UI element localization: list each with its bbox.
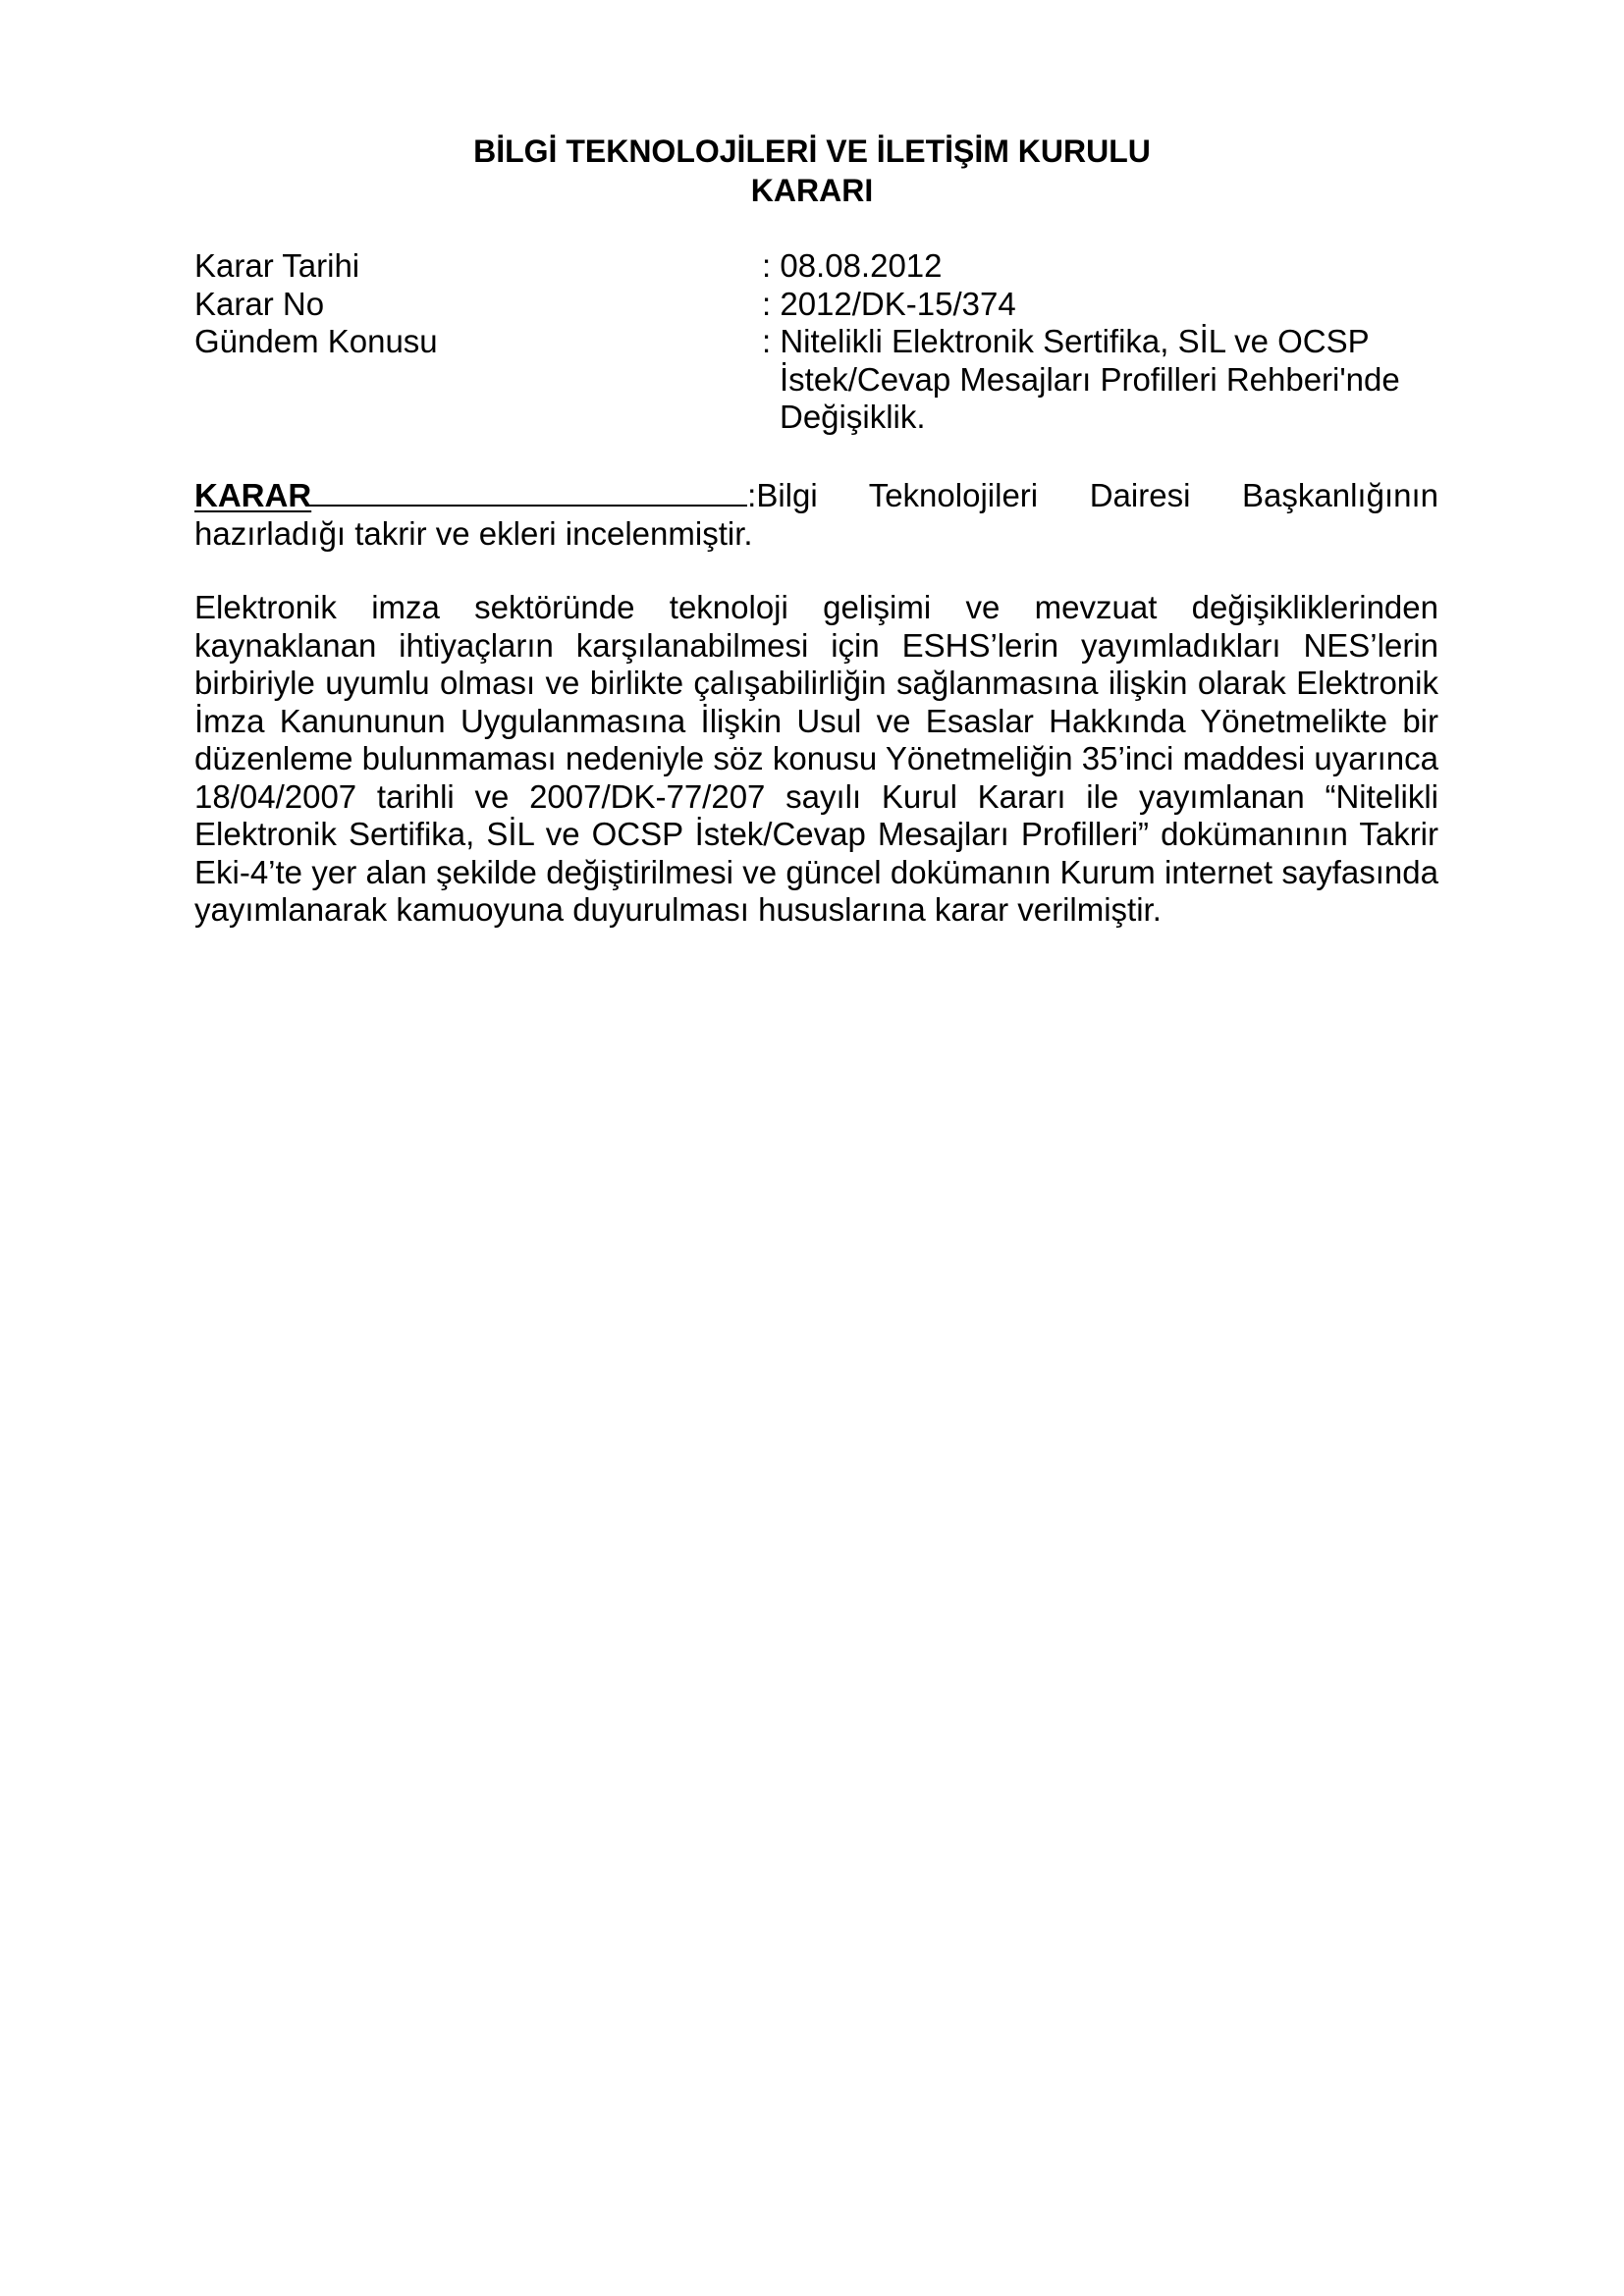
- decision-heading: KARAR: [194, 477, 312, 513]
- decision-statement: [194, 475, 1438, 553]
- title-line-1: BİLGİ TEKNOLOJİLERİ VE İLETİŞİM KURULU: [473, 133, 1151, 169]
- decision-body-paragraph: Elektronik imza sektöründe teknoloji gelişimi ve mevzuat değişikliklerinden kaynaklanan ihtiyaçların karşılanabilmesi için ESHS’lerin yayımladıkları NES’lerin birbiriyle uyumlu olması ve birlikte çalışabilirliğin sağlanmasına ilişkin olarak Elektronik İmza Kanununun Uygulanmasına İlişkin Usul ve Esaslar Hakkında Yönetmelikte bir düzenleme bulunmaması nedeniyle söz konusu Yönetmeliğin 35’inci maddesi uyarınca 18/04/2007 tarihli ve 2007/DK-77/207 sayılı Kurul Kararı ile yayımlanan “Nitelikli Elektronik Sertifika, SİL ve OCSP İstek/Cevap Mesajları Profilleri” dokümanının Takrir Eki-4’te yer alan şekilde değiştirilmesi ve güncel dokümanın Kurum internet sayfasında yayımlanarak kamuoyuna duyurulması hususlarına karar verilmiştir.: [194, 589, 1438, 928]
- decision-text: :Bilgi Teknolojileri Dairesi Başkanlığının hazırladığı takrir ve ekleri incelenmiştir.: [194, 477, 1438, 552]
- subject-value-line-2: İstek/Cevap Mesajları Profilleri Rehberi'nde: [780, 360, 1400, 398]
- meta-row-date: [194, 247, 1441, 286]
- number-value: : 2012/DK-15/374: [762, 285, 1016, 322]
- subject-value-line-3: Değişiklik.: [780, 399, 926, 435]
- meta-row-number: [194, 286, 1441, 324]
- meta-row-subject: [194, 323, 1441, 437]
- subject-value-line-1: : Nitelikli Elektronik Sertifika, SİL ve OCSP: [762, 323, 1370, 359]
- date-value: : 08.08.2012: [762, 247, 943, 284]
- decision-heading-underline: [309, 475, 747, 507]
- title-line-2: KARARI: [750, 173, 874, 208]
- subject-value: [762, 323, 1441, 437]
- date-label: Karar Tarihi: [194, 247, 360, 284]
- number-label: Karar No: [194, 285, 325, 322]
- subject-label: Gündem Konusu: [194, 323, 438, 359]
- decision-metadata: [194, 247, 1441, 437]
- document-title: [0, 132, 1624, 210]
